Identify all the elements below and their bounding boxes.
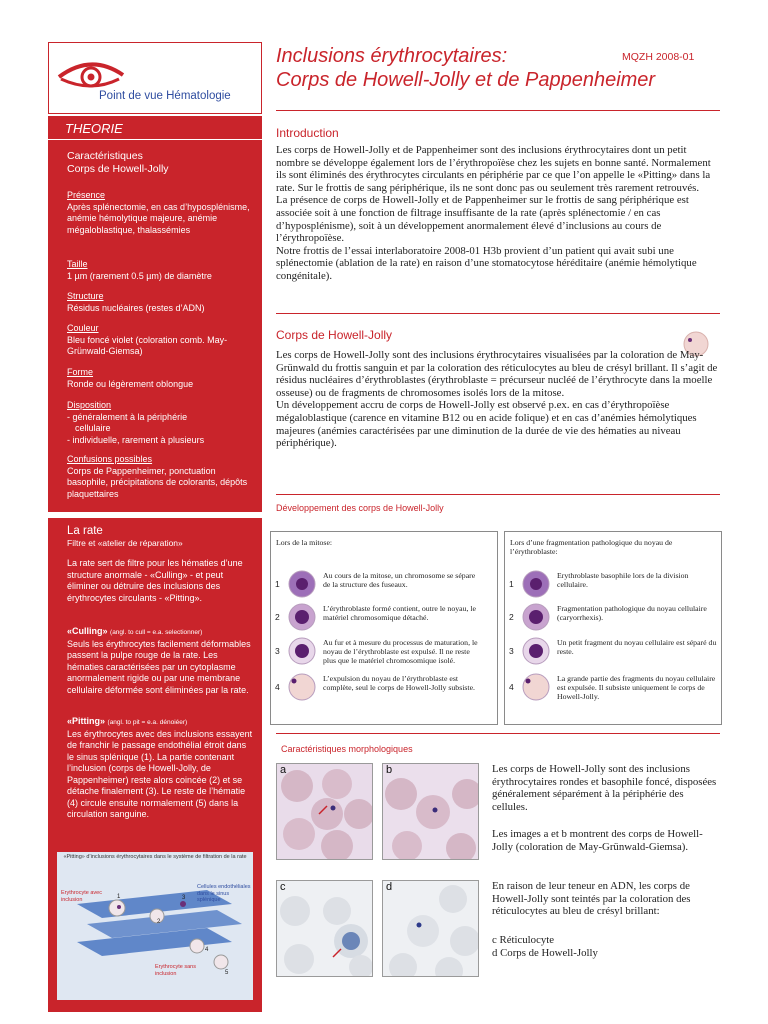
section-divider-3 (276, 733, 720, 734)
theory-panel (48, 116, 262, 512)
characteristics-title (67, 150, 255, 176)
howell-jolly-p1: Les corps de Howell-Jolly sont des inclusions érythrocytaires visualisées par la coloration de May-Grünwald du frottis sanguin et par la coloration des réticulocytes au bleu de crésyl brillant. Il s’agit de résidus nucléaires d’érythroblastes (érythroblaste = précurseur nucléé de l’érythrocyte dans la moelle osseuse) ou de fragments de chromosomes isolés lors de la mitose. (276, 349, 718, 399)
document-code: MQZH 2008-01 (622, 51, 695, 63)
step-number: 4 (275, 682, 280, 692)
svg-text:1: 1 (117, 894, 121, 900)
pitting-note: (angl. to pit = e.a. dénoiéer) (107, 719, 188, 726)
pitting-figure (57, 852, 253, 1000)
cell-stage-icon (521, 602, 551, 632)
presence-text: Après splénectomie, en cas d’hyposplénisme, anémie hémolytique majeure, anémie mégaloblastique, thalassémies (67, 201, 250, 235)
micrograph-c-image (277, 881, 373, 977)
micrograph-b-label: b (386, 764, 393, 776)
spleen-subtitle: Filtre et «atelier de réparation» (67, 537, 183, 548)
morphology-p3: En raison de leur teneur en ADN, les corps de Howell-Jolly sont teintés par la coloration des réticulocytes au bleu de crésyl brillant: (492, 880, 691, 918)
title-divider (276, 110, 720, 111)
step-number: 1 (275, 579, 280, 589)
fragmentation-box (504, 531, 722, 725)
confusions-text: Corps de Pappenheimer, ponctuation basophile, précipitations de colorants, dépôts plaquettaires (67, 465, 248, 499)
eye-logo-icon (57, 57, 127, 93)
cell-stage-icon (287, 636, 317, 666)
introduction-p2: La présence de corps de Howell-Jolly et de Pappenheimer sur le frottis de sang périphérique est associée soit à une fonction de filtrage insuffisante de la rate (après splénectomie / en cas d’hyposplénisme), soit à un développement anormalement élevé d’inclusions au cours de l’érythropoïèse. (276, 194, 689, 245)
form-block (67, 367, 255, 390)
morphology-p1: Les corps de Howell-Jolly sont des inclusions érythrocytaires rondes et basophile foncé, disposées généralement séparément à la périphérie des cellules. (492, 763, 717, 813)
disposition-item-2: - individuelle, rarement à plusieurs (67, 434, 205, 445)
figure-label-2: Cellules endothéliales dans le sinus splénique (197, 884, 251, 903)
step-number: 2 (509, 612, 514, 622)
theory-heading: THEORIE (48, 116, 262, 140)
introduction-heading: Introduction (276, 126, 339, 140)
confusions-block (67, 454, 255, 500)
step-number: 1 (509, 579, 514, 589)
svg-text:2: 2 (157, 919, 161, 925)
characteristics-title-2: Corps de Howell-Jolly (67, 163, 169, 175)
size-label: Taille (67, 259, 88, 269)
step-number: 4 (509, 682, 514, 692)
figure-caption: «Pitting» d’inclusions érythrocytaires dans le système de filtration de la rate (63, 854, 247, 860)
micrograph-a-label: a (280, 764, 287, 776)
micrograph-c-label: c (280, 881, 286, 893)
pitting-block (67, 716, 255, 821)
structure-text: Résidus nucléaires (restes d’ADN) (67, 302, 205, 313)
morphology-legend-d: d Corps de Howell-Jolly (492, 947, 598, 959)
figure-label-3: Erythrocyte sans inclusion (155, 964, 196, 977)
page-title (276, 44, 655, 92)
logo-text: Point de vue Hématologie (99, 90, 231, 102)
step-text: Au fur et à mesure du processus de maturation, le noyau de l’érythroblaste est expulsé. Il ne reste plus que le matériel chromosomique isolé. (323, 638, 478, 666)
step-text: Erythroblaste basophile lors de la division cellulaire. (557, 571, 689, 590)
mitosis-title: Lors de la mitose: (276, 538, 333, 547)
spleen-intro: La rate sert de filtre pour les hématies d’une structure anormale - «Culling» - et peut éliminer ou détruire des inclusions des érythrocytes circulants - «Pitting». (67, 558, 243, 603)
color-text: Bleu foncé violet (coloration comb. May-Grünwald-Giemsa) (67, 334, 228, 356)
cell-stage-icon (287, 569, 317, 599)
spleen-title: La rate (67, 525, 103, 537)
cell-stage-icon (287, 672, 317, 702)
culling-text: Seuls les érythrocytes facilement déformables passent la pulpe rouge de la rate. Les hématies caractérisées par un cytoplasme anormalement rigide ou par une membrane cellulaire déformée sont éliminées par la rate. (67, 638, 251, 695)
presence-label: Présence (67, 190, 106, 200)
svg-text:4: 4 (205, 947, 209, 953)
characteristics-title-1: Caractéristiques (67, 150, 143, 162)
form-label: Forme (67, 367, 94, 377)
color-block (67, 323, 255, 358)
form-text: Ronde ou légèrement oblongue (67, 378, 194, 389)
culling-note: (angl. to cull = e.a. selectionner) (110, 629, 203, 636)
cell-stage-icon (521, 672, 551, 702)
step-text: Au cours de la mitose, un chromosome se sépare de la structure des fuseaux. (323, 571, 476, 590)
cell-stage-icon (287, 602, 317, 632)
disposition-item-1: - généralement à la périphérie (67, 411, 188, 422)
color-label: Couleur (67, 323, 99, 333)
svg-text:5: 5 (225, 970, 229, 976)
micrograph-d-label: d (386, 881, 393, 893)
morphology-heading: Caractéristiques morphologiques (281, 744, 413, 754)
step-text: Un petit fragment du noyau cellulaire est séparé du reste. (557, 638, 717, 657)
micrograph-c (276, 880, 373, 977)
step-text: L’expulsion du noyau de l’érythroblaste est complète, seul le corps de Howell-Jolly subsiste. (323, 674, 476, 693)
disposition-label: Disposition (67, 400, 112, 410)
title-line-2: Corps de Howell-Jolly et de Pappenheimer (276, 69, 656, 91)
fragmentation-title: Lors d’une fragmentation pathologique du noyau de l’érythroblaste: (510, 538, 673, 556)
howell-jolly-body (276, 349, 720, 450)
step-text: Fragmentation pathologique du noyau cellulaire (caryorrhexis). (557, 604, 707, 623)
micrograph-d-image (383, 881, 479, 977)
step-number: 3 (275, 646, 280, 656)
disposition-block (67, 400, 255, 446)
howell-jolly-heading: Corps de Howell-Jolly (276, 328, 393, 342)
pitting-word: «Pitting» (67, 716, 106, 726)
micrograph-b-image (383, 764, 479, 860)
figure-label-1: Erythrocyte avec inclusion (61, 890, 102, 903)
presence-block (67, 190, 255, 236)
micrograph-a (276, 763, 373, 860)
structure-label: Structure (67, 291, 104, 301)
step-number: 2 (275, 612, 280, 622)
morphology-legend-c: c Réticulocyte (492, 934, 555, 946)
micrograph-d (382, 880, 479, 977)
culling-word: «Culling» (67, 626, 108, 636)
introduction-body (276, 144, 720, 283)
section-divider-2 (276, 494, 720, 495)
svg-text:3: 3 (182, 895, 186, 901)
logo-box (48, 42, 262, 114)
step-number: 3 (509, 646, 514, 656)
spleen-title-block (67, 526, 255, 549)
mitosis-box (270, 531, 498, 725)
cell-stage-icon (521, 636, 551, 666)
development-heading: Développement des corps de Howell-Jolly (276, 503, 444, 513)
micrograph-a-image (277, 764, 373, 860)
step-text: La grande partie des fragments du noyau cellulaire est expulsée. Il subsiste uniquement le corps de Howell-Jolly. (557, 674, 716, 702)
size-block (67, 259, 255, 282)
pitting-text: Les érythrocytes avec des inclusions essayent de franchir le passage endothélial étroit dans le sinus splénique (1). La partie contenant l’inclusion (corps de Howell-Jolly, de Pappenheimer) reste alors coincée (2) et se détache finalement (3). Le reste de l’hématie (4) circule ensuite normalement (5) dans la circulation sanguine. (67, 728, 253, 819)
culling-block (67, 626, 255, 696)
micrograph-b (382, 763, 479, 860)
structure-block (67, 291, 255, 314)
pitting-diagram (57, 852, 253, 1000)
introduction-p3: Notre frottis de l’essai interlaboratoire 2008-01 H3b provient d’un patient qui avait subi une splénectomie (ablation de la rate) en raison d’une stomatocytose héréditaire (anémie hémolytique congénitale). (276, 244, 697, 282)
section-divider-1 (276, 313, 720, 314)
disposition-item-1b: cellulaire (75, 423, 111, 433)
confusions-label: Confusions possibles (67, 454, 153, 464)
cell-stage-icon (521, 569, 551, 599)
morphology-p2: Les images a et b montrent des corps de Howell-Jolly (coloration de May-Grünwald-Giemsa). (492, 828, 703, 853)
title-line-1: Inclusions érythrocytaires: (276, 45, 508, 67)
introduction-p1: Les corps de Howell-Jolly et de Pappenheimer sont des inclusions érythrocytaires dont un petit nombre se développe également lors de l’érythropoïèse chez les sujets en bonne santé. Normalement ils sont éliminés des érythrocytes circulants en périphérie par ce que l’on appelle le «Pitting» dans la rate. Sur le frottis de sang périphérique, ils ne sont donc pas ou seulement très rarement retrouvés. (276, 144, 711, 194)
size-text: 1 µm (rarement 0.5 µm) de diamètre (67, 270, 212, 281)
step-text: L’érythroblaste formé contient, outre le noyau, le matériel chromosomique détaché. (323, 604, 476, 623)
spleen-panel (48, 518, 262, 1012)
howell-jolly-p2: Un développement accru de corps de Howell-Jolly est observé p.ex. en cas d’érythropoïèse mégaloblastique (carence en vitamine B12 ou en acide folique) et en cas d’anémies hémolytiques majeures (anémies caractérisées par une diminution de la durée de vie des hématies au niveau périphérique). (276, 399, 697, 450)
